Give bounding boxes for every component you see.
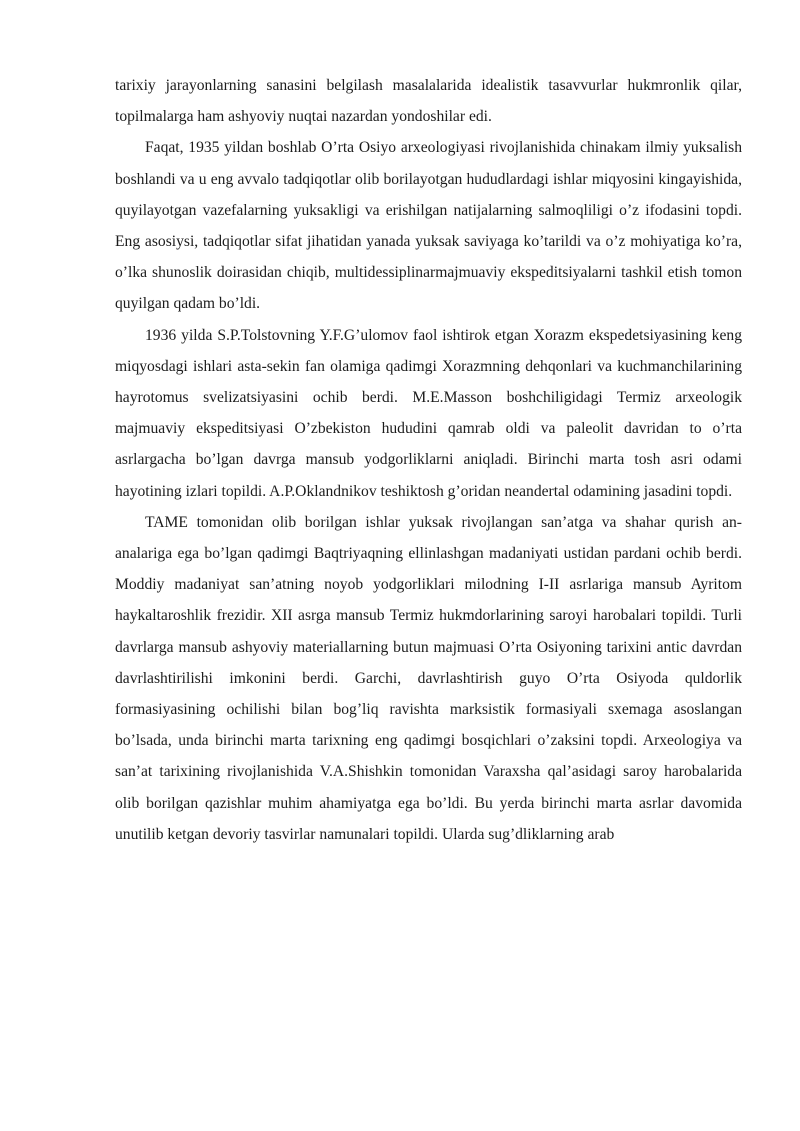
paragraph: TAME tomonidan olib borilgan ishlar yuksak rivojlangan san’atga va shahar qurish an-analariga ega bo’lgan qadimgi Baqtriyaqning ellinlashgan madaniyati ustidan pardani ochib berdi. Moddiy madaniyat san’atning noyob yodgorliklari milodning I-II asrlariga mansub Ayritom haykaltaroshlik frezidir. XII asrga mansub Termiz hukmdorlarining saroyi harobalari topildi. Turli davrlarga mansub ashyoviy materiallarning butun majmuasi O’rta Osiyoning tarixini antic davrdan davrlashtirilishi imkonini berdi. Garchi, davrlashtirish guyo O’rta Osiyoda quldorlik formasiyasining ochilishi bilan bog’liq ravishta marksistik formasiyali sxemaga asoslangan bo’lsada, unda birinchi marta tarixning eng qadimgi bosqichlari o’zaksini topdi. Arxeologiya va san’at tarixining rivojlanishida V.A.Shishkin tomonidan Varaxsha qal’asidagi saroy harobalarida olib borilgan qazishlar muhim ahamiyatga ega bo’ldi. Bu yerda birinchi marta asrlar davomida unutilib ketgan devoriy tasvirlar namunalari topildi. Ularda sug’dliklarning arab bbox=[115, 513, 742, 843]
paragraph: Faqat, 1935 yildan boshlab O’rta Osiyo arxeologiyasi rivojlanishida chinakam ilmiy yuksalish boshlandi va u eng avvalo tadqiqotlar olib borilayotgan hududlardagi ishlar miqyosini kingayishida, quyilayotgan vazefalarning yuksakligi va erishilgan natijalarning salmoqliligi o’z ifodasini topdi. Eng asosiysi, tadqiqotlar sifat jihatidan yanada yuksak saviyaga ko’tarildi va o’z mohiyatiga ko’ra, o’lka shunoslik doirasidan chiqib, multidessiplinarmajmuaviy ekspeditsiyalarni tashkil etish tomon quyilgan qadam bo’ldi. bbox=[115, 139, 742, 313]
paragraph: tarixiy jarayonlarning sanasini belgilash masalalarida idealistik tasavvurlar hukmronlik qilar, topilmalarga ham ashyoviy nuqtai nazardan yondoshilar edi. bbox=[115, 77, 742, 126]
document-page bbox=[115, 70, 742, 850]
paragraph: 1936 yilda S.P.Tolstovning Y.F.G’ulomov faol ishtirok etgan Xorazm ekspedetsiyasining keng miqyosdagi ishlari asta-sekin fan olamiga qadimgi Xorazmning dehqonlari va kuchmanchilarining hayrotomus svelizatsiyasini ochib berdi. M.E.Masson boshchiligidagi Termiz arxeologik majmuaviy ekspeditsiyasi O’zbekiston hududini qamrab oldi va paleolit davridan to o’rta asrlargacha bo’lgan davrga mansub yodgorliklarni aniqladi. Birinchi marta tosh asri odami hayotining izlari topildi. A.P.Oklandnikov teshiktosh g’oridan neandertal odamining jasadini topdi. bbox=[115, 326, 742, 500]
